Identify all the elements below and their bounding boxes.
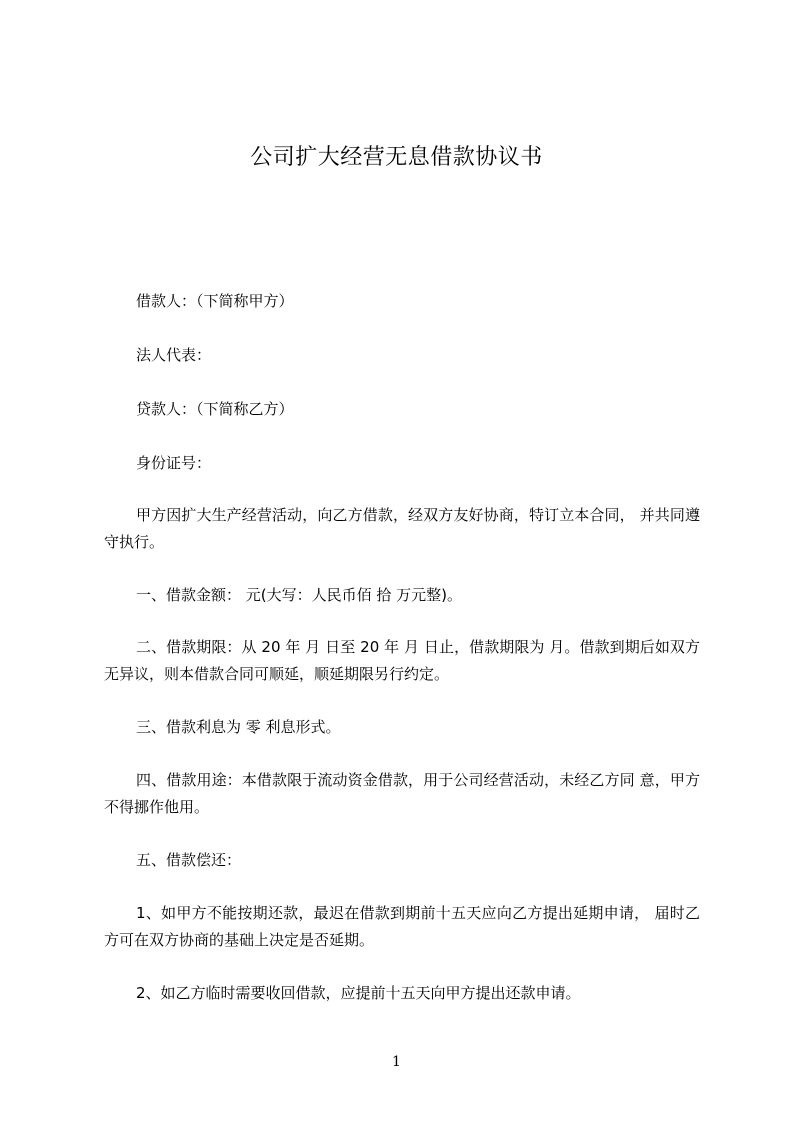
clause-repayment-heading: 五、借款偿还： xyxy=(136,851,242,869)
clause-loan-term: 二、借款期限：从 20 年 月 日至 20 年 月 日止，借款期限为 月。借款到期后如双方无异议，则本借款合同可顺延，顺延期限另行约定。 xyxy=(104,638,700,683)
clause-repayment-item-1: 1、如甲方不能按期还款，最迟在借款到期前十五天应向乙方提出延期申请， 届时乙方可在双方协商的基础上决定是否延期。 xyxy=(104,904,700,949)
intro-paragraph: 甲方因扩大生产经营活动，向乙方借款，经双方友好协商，特订立本合同， 并共同遵守执行。 xyxy=(104,506,700,551)
clause-repayment-item-2: 2、如乙方临时需要收回借款，应提前十五天向甲方提出还款申请。 xyxy=(136,984,581,1002)
clause-interest: 三、借款利息为 零 利息形式。 xyxy=(136,718,341,736)
lender-line: 贷款人：（下简称乙方） xyxy=(136,400,294,418)
clause-loan-purpose: 四、借款用途：本借款限于流动资金借款，用于公司经营活动，未经乙方同 意，甲方不得挪作他用。 xyxy=(104,771,700,816)
id-number-line: 身份证号： xyxy=(136,454,212,472)
clause-loan-amount: 一、借款金额： 元(大写：人民币佰 拾 万元整)。 xyxy=(136,586,463,604)
page-number: 1 xyxy=(392,1054,401,1070)
legal-representative-line: 法人代表： xyxy=(136,346,212,364)
document-title: 公司扩大经营无息借款协议书 xyxy=(250,145,543,170)
borrower-line: 借款人：（下简称甲方） xyxy=(136,292,294,310)
